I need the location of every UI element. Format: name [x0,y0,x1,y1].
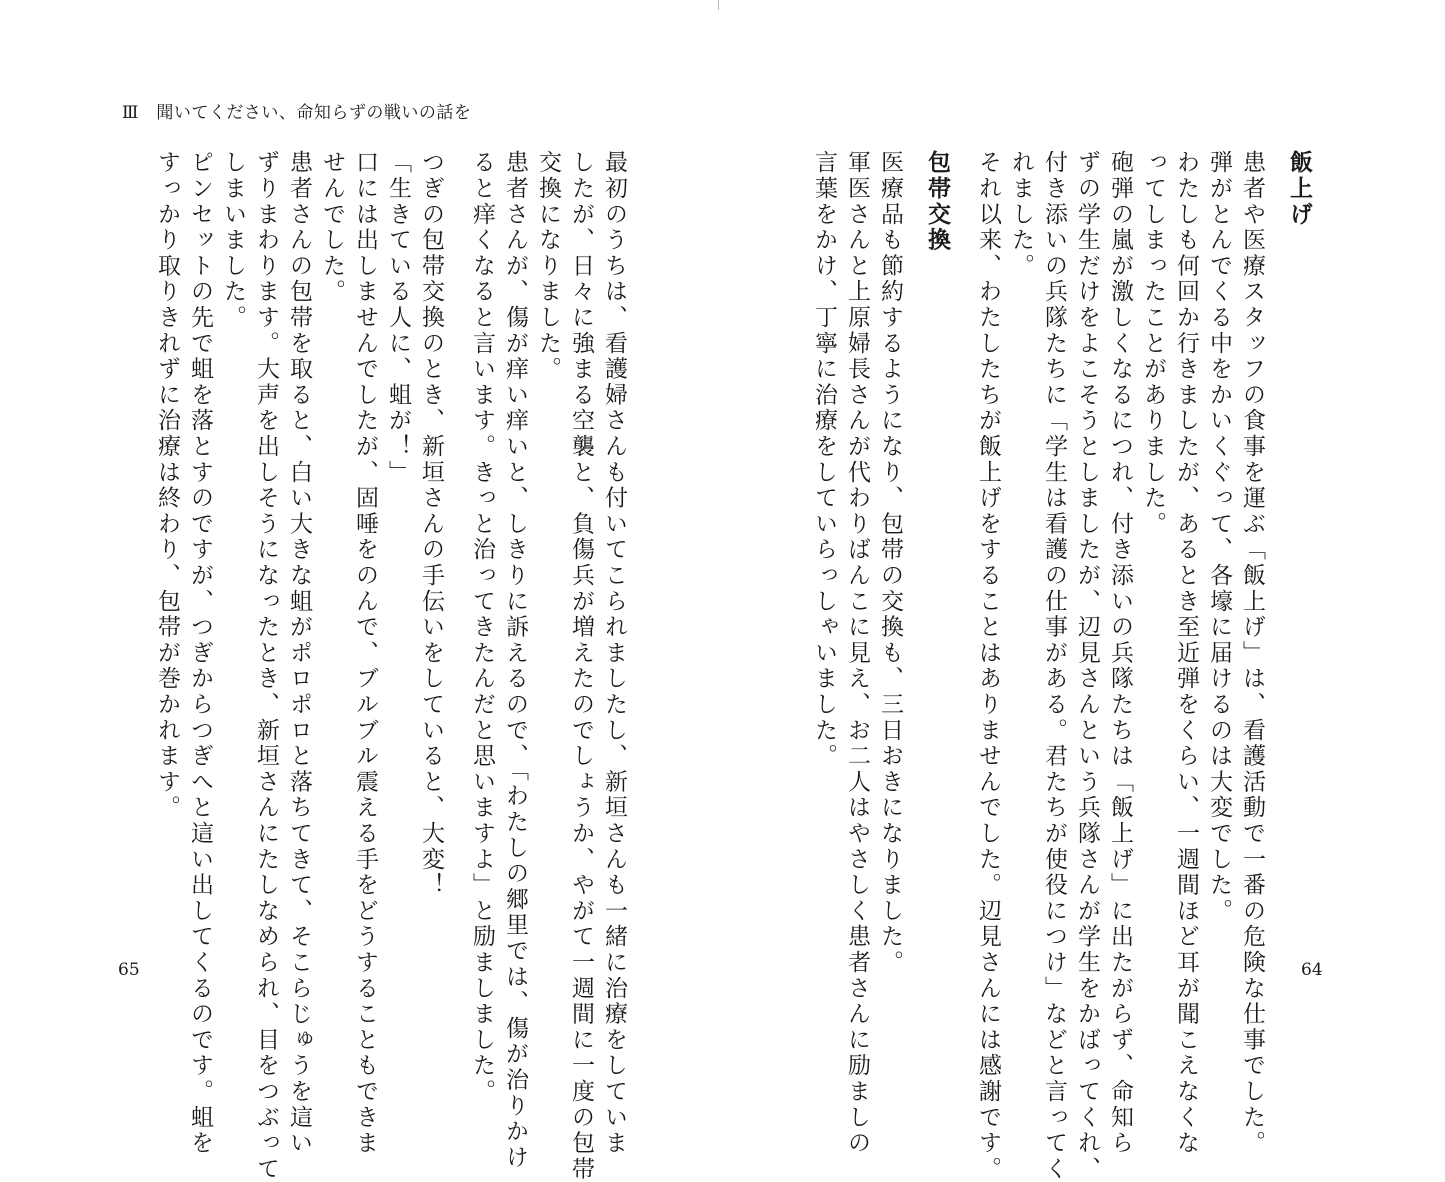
text-line: わたしも何回か行きましたが、あるとき至近弾をくらい、一週間ほど耳が聞こえなくな [1173,150,1199,1157]
section-heading-meshiage: 飯上げ [1286,150,1312,228]
section-heading-houtai-koukan: 包帯交換 [924,150,950,254]
text-line: すっかり取りきれずに治療は終わり、包帯が巻かれます。 [154,150,180,821]
text-line: ずりまわります。大声を出しそうになったとき、新垣さんにたしなめられ、目をつぶって [253,150,279,1182]
text-line: ってしまったことがありました。 [1140,150,1166,537]
text-line: 患者や医療スタッフの食事を運ぶ「飯上げ」は、看護活動で一番の危険な仕事でした。 [1239,150,1265,1157]
text-line: 「生きている人に、蛆が！」 [385,150,411,486]
text-line: 付き添いの兵隊たちに「学生は看護の仕事がある。君たちが使役につけ」などと言ってく [1041,150,1067,1182]
text-line: したが、日々に強まる空襲と、負傷兵が増えたのでしょうか、やがて一週間に一度の包帯 [568,150,594,1182]
spacer [953,150,971,1182]
text-line: 口には出しませんでしたが、固唾をのんで、ブルブル震える手をどうすることもできま [352,150,378,1157]
text-line: 最初のうちは、看護婦さんも付いてこられましたし、新垣さんも一緒に治療をしていま [601,150,627,1157]
running-head: Ⅲ 聞いてください、命知らずの戦いの話を [122,103,472,123]
page-number-left: 65 [118,960,140,980]
text-line: それ以来、わたしたちが飯上げをすることはありませんでした。辺見さんには感謝です。 [975,150,1001,1182]
page-number-right: 64 [1301,960,1323,980]
text-line: せんでした。 [319,150,345,305]
text-line: 交換になりました。 [535,150,561,383]
text-line: つぎの包帯交換のとき、新垣さんの手伝いをしていると、大変！ [418,150,444,899]
page-65-body [150,150,630,1182]
text-line: ると痒くなると言います。きっと治ってきたんだと思いますよ」と励ましました。 [469,150,495,1105]
spacer [447,150,465,1182]
text-line: 砲弾の嵐が激しくなるにつれ、付き添いの兵隊たちは「飯上げ」に出たがらず、命知ら [1107,150,1133,1157]
text-line: 医療品も節約するようになり、包帯の交換も、三日おきになりました。 [877,150,903,976]
text-line: しまいました。 [220,150,246,331]
text-line: 軍医さんと上原婦長さんが代わりばんこに見え、お二人はやさしく患者さんに励ましの [844,150,870,1157]
text-line: 患者さんの包帯を取ると、白い大きな蛆がポロポロと落ちてきて、そこらじゅうを這い [286,150,312,1157]
text-line: ピンセットの先で蛆を落とすのですが、つぎからつぎへと這い出してくるのです。蛆を [187,150,213,1157]
page-64-body [807,150,1315,1182]
text-line: 患者さんが、傷が痒い痒いと、しきりに訴えるので、「わたしの郷里では、傷が治りかけ [502,150,528,1171]
text-line: れました。 [1008,150,1034,279]
gutter-mark [718,0,719,10]
text-line: ずの学生だけをよこそうとしましたが、辺見さんという兵隊さんが学生をかばってくれ、 [1074,150,1100,1182]
text-line: 言葉をかけ、丁寧に治療をしていらっしゃいました。 [811,150,837,770]
text-line: 弾がとんでくる中をかいくぐって、各壕に届けるのは大変でした。 [1206,150,1232,924]
